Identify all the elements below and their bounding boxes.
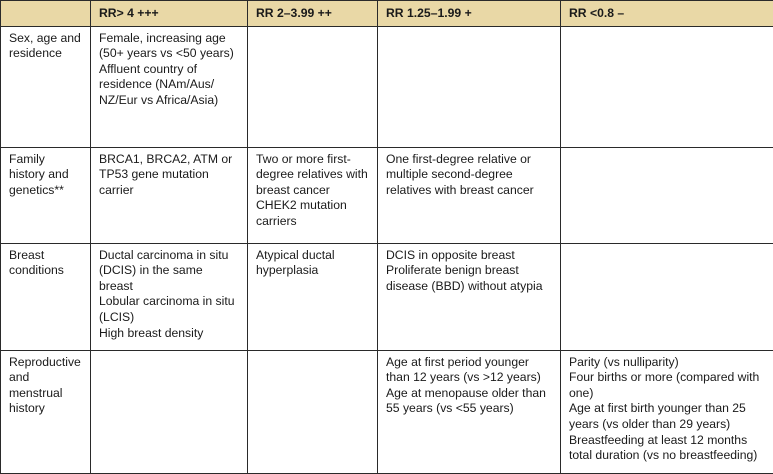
table-row <box>1 147 773 243</box>
table-cell <box>378 243 561 350</box>
row-label: Breast conditions <box>1 243 91 350</box>
table-cell <box>248 350 378 473</box>
table-row <box>1 243 773 350</box>
table-cell <box>248 147 378 243</box>
cell-line: Breastfeeding at least 12 months total duration (vs no breastfeeding) <box>569 433 765 464</box>
table-cell <box>91 350 248 473</box>
row-label: Sex, age and residence <box>1 26 91 147</box>
table-cell <box>91 147 248 243</box>
cell-line: Female, increasing age (50+ years vs <50 years) <box>99 31 239 62</box>
table-cell <box>91 26 248 147</box>
cell-line: Ductal carcinoma in situ (DCIS) in the same breast <box>99 248 239 295</box>
cell-line: Affluent country of residence (NAm/Aus/ NZ/Eur vs Africa/Asia) <box>99 62 239 109</box>
cell-line: BRCA1, BRCA2, ATM or TP53 gene mutation carrier <box>99 152 239 199</box>
table-cell <box>248 243 378 350</box>
cell-line: Age at first birth younger than 25 years (vs older than 29 years) <box>569 401 765 432</box>
table-cell <box>378 350 561 473</box>
table-cell <box>378 147 561 243</box>
cell-line: Lobular carcinoma in situ (LCIS) <box>99 294 239 325</box>
header-cell-rr-2-3.99: RR 2–3.99 ++ <box>248 1 378 27</box>
row-label: Family history and genetics** <box>1 147 91 243</box>
cell-line: Age at menopause older than 55 years (vs <55 years) <box>386 386 552 417</box>
cell-line: Proliferate benign breast disease (BBD) without atypia <box>386 263 552 294</box>
header-cell-rr-1.25-1.99: RR 1.25–1.99 + <box>378 1 561 27</box>
table-cell <box>561 350 773 473</box>
cell-line: Four births or more (compared with one) <box>569 370 765 401</box>
table-cell <box>248 26 378 147</box>
table-cell <box>561 26 773 147</box>
table-cell <box>91 243 248 350</box>
header-cell-rr-gt4: RR> 4 +++ <box>91 1 248 27</box>
cell-line: One first-degree relative or multiple second-degree relatives with breast cancer <box>386 152 552 199</box>
cell-line: Atypical ductal hyperplasia <box>256 248 369 279</box>
cell-line: DCIS in opposite breast <box>386 248 552 264</box>
cell-line: High breast density <box>99 326 239 342</box>
table-row <box>1 26 773 147</box>
table-cell <box>561 147 773 243</box>
table-row <box>1 350 773 473</box>
table-cell <box>561 243 773 350</box>
table-cell <box>378 26 561 147</box>
header-cell-rr-lt0.8: RR <0.8 – <box>561 1 773 27</box>
row-label: Reproductive and menstrual history <box>1 350 91 473</box>
cell-line: CHEK2 mutation carriers <box>256 198 369 229</box>
header-cell-factor <box>1 1 91 27</box>
cell-line: Parity (vs nulliparity) <box>569 355 765 371</box>
cell-line: Two or more first-degree relatives with breast cancer <box>256 152 369 199</box>
cell-line: Age at first period younger than 12 years (vs >12 years) <box>386 355 552 386</box>
header-row <box>1 1 773 27</box>
